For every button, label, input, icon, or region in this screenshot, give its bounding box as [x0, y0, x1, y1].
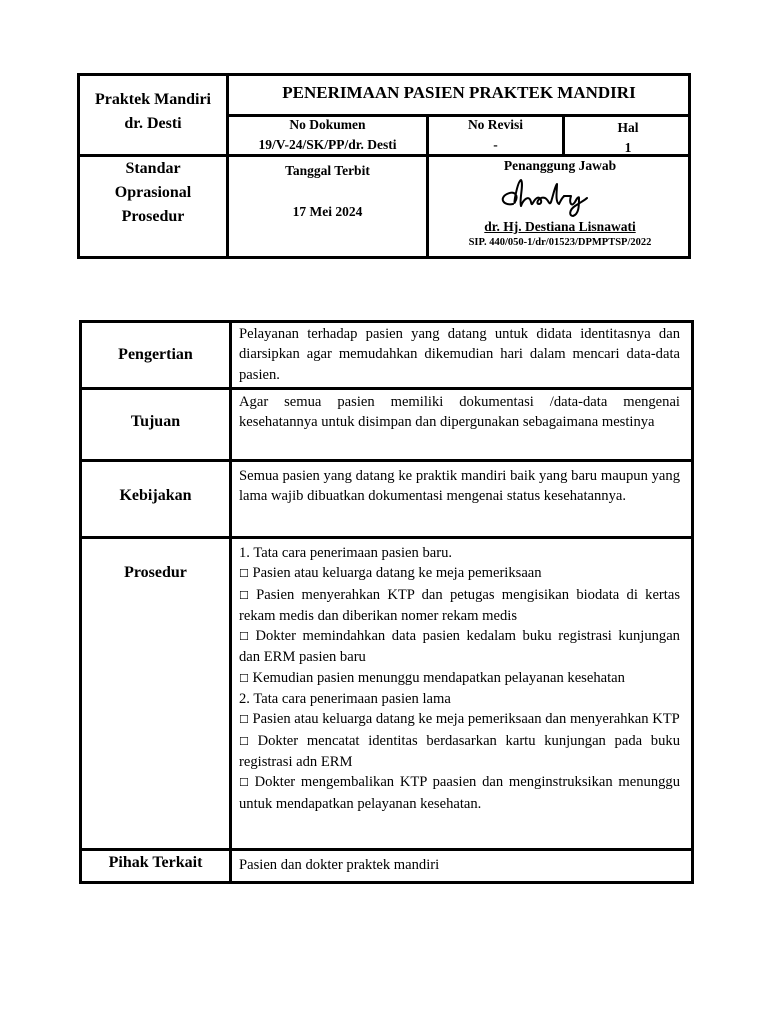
kebijakan-text	[239, 466, 680, 507]
sop-label	[80, 157, 226, 229]
checkbox-icon: ☐	[239, 776, 249, 790]
issue-date-value: 17 Mei 2024	[292, 204, 363, 219]
step-item-text: Dokter mengembalikan KTP paasien dan menginstruksikan menunggu untuk mendapatkan pelayanan kesehatan.	[239, 774, 681, 812]
responsible-name: dr. Hj. Destiana Lisnawati	[484, 219, 636, 234]
pihak-terkait-label: Pihak Terkait	[108, 854, 203, 871]
revision-label: No Revisi	[467, 117, 524, 132]
pihak-terkait-text	[239, 855, 680, 875]
pihak-terkait-paragraph: Pasien dan dokter praktek mandiri	[239, 857, 440, 873]
step-heading: 1. Tata cara penerimaan pasien baru.	[239, 545, 453, 561]
clinic-name-line1: Praktek Mandiri	[95, 91, 211, 108]
step-item-text: Pasien menyerahkan KTP dan petugas mengisikan biodata di kertas rekam medis dan diberikan nomer rekam medis	[239, 586, 680, 624]
responsible-sip: SIP. 440/050-1/dr/01523/DPMPTSP/2022	[468, 237, 652, 248]
step-heading: 2. Tata cara penerimaan pasien lama	[239, 691, 451, 708]
clinic-name	[80, 88, 226, 136]
prosedur-steps	[239, 543, 680, 814]
page-value: 1	[624, 140, 632, 155]
step-item	[239, 563, 680, 584]
step-item-text: Kemudian pasien menunggu mendapatkan pelayanan kesehatan	[252, 669, 625, 686]
kebijakan-label: Kebijakan	[119, 487, 192, 504]
page-label: Hal	[617, 120, 639, 135]
step-item-text: Dokter mencatat identitas berdasarkan kartu kunjungan pada buku registrasi adn ERM	[239, 732, 680, 770]
kebijakan-paragraph: Semua pasien yang datang ke praktik mandiri baik yang baru maupun yang lama wajib dibuatkan dokumentasi mengenai status kesehatannya.	[239, 468, 680, 505]
tujuan-paragraph: Agar semua pasien memiliki dokumentasi /data-data mengenai kesehatannya untuk disimpan dan dipergunakan sebagaimana mestinya	[239, 394, 680, 431]
doc-number-value: 19/V-24/SK/PP/dr. Desti	[258, 137, 397, 152]
sop-line2: Oprasional	[114, 184, 192, 201]
step-item	[239, 772, 680, 814]
step-item	[239, 626, 680, 668]
step-item	[239, 709, 680, 730]
revision-value: -	[493, 137, 498, 152]
row-divider-3	[79, 536, 694, 539]
step-item-text: Pasien atau keluarga datang ke meja pemeriksaan	[252, 565, 542, 582]
document-title: PENERIMAAN PASIEN PRAKTEK MANDIRI	[282, 83, 636, 102]
responsible-label: Penanggung Jawab	[503, 158, 617, 173]
pengertian-label: Pengertian	[118, 346, 193, 363]
doc-number	[229, 115, 426, 155]
prosedur-label: Prosedur	[124, 564, 187, 581]
body-column-divider	[229, 320, 232, 884]
checkbox-icon: ☐	[239, 630, 249, 644]
sop-line1: Standar	[125, 160, 181, 177]
checkbox-icon: ☐	[239, 671, 249, 685]
row-divider-4	[79, 848, 694, 851]
row-divider-1	[79, 387, 694, 390]
checkbox-icon: ☐	[239, 588, 249, 602]
page-number	[565, 118, 691, 158]
step-item	[239, 585, 680, 627]
tujuan-label: Tujuan	[130, 413, 181, 430]
sop-line3: Prosedur	[121, 208, 185, 225]
clinic-name-line2: dr. Desti	[124, 115, 182, 132]
step-item	[239, 668, 680, 689]
step-item-text: Dokter memindahkan data pasien kedalam buku registrasi kunjungan dan ERM pasien baru	[239, 628, 680, 666]
row-divider-2	[79, 459, 694, 462]
checkbox-icon: ☐	[239, 734, 249, 748]
checkbox-icon: ☐	[239, 713, 249, 727]
pengertian-paragraph: Pelayanan terhadap pasien yang datang untuk didata identitasnya dan diarsipkan agar memudahkan dikemudian hari dalam mencari data-data pasien.	[239, 326, 680, 383]
step-item-text: Pasien atau keluarga datang ke meja pemeriksaan dan menyerahkan KTP	[252, 711, 680, 728]
issue-date-label: Tanggal Terbit	[285, 163, 370, 178]
doc-number-label: No Dokumen	[289, 117, 366, 132]
step-item	[239, 731, 680, 773]
revision	[429, 115, 562, 155]
checkbox-icon: ☐	[239, 567, 249, 581]
tujuan-text	[239, 392, 680, 433]
signature-image	[495, 176, 591, 218]
pengertian-text	[239, 324, 680, 385]
